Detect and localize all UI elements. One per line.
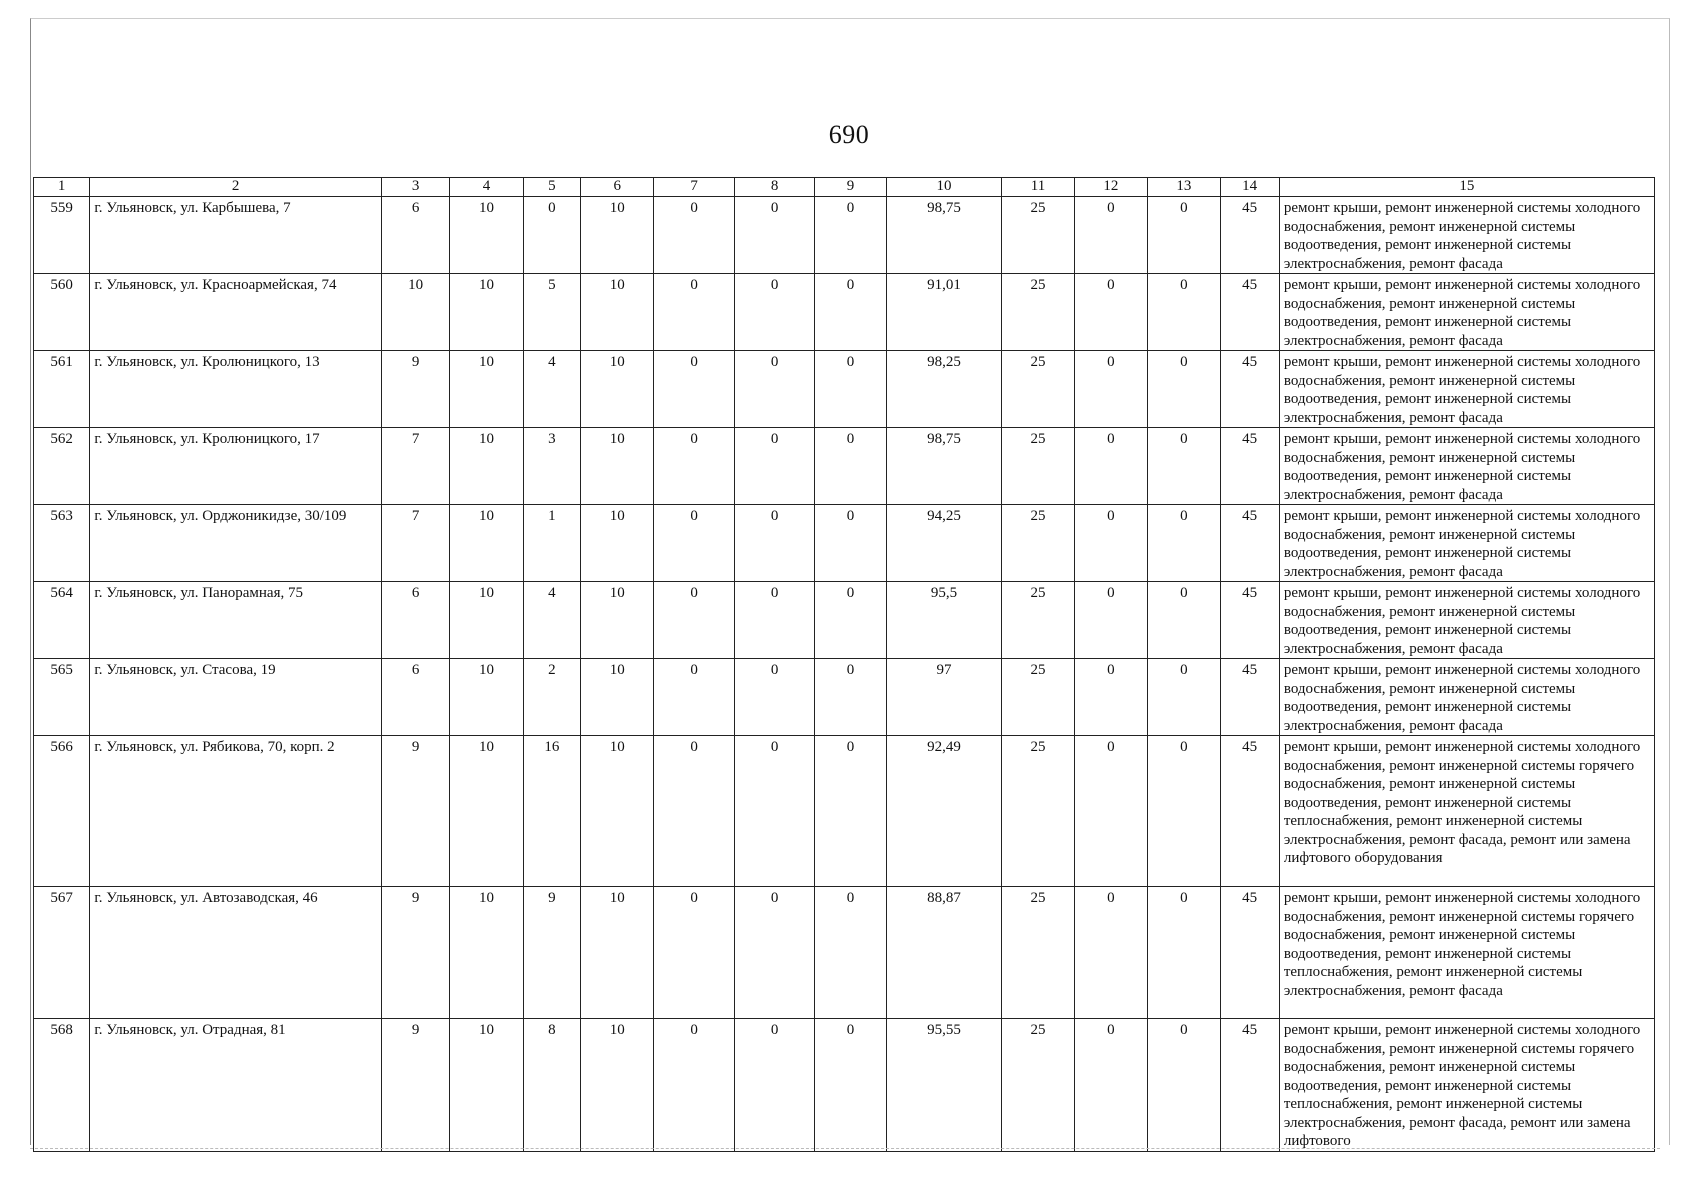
value-cell: 10 — [581, 659, 654, 736]
value-cell: 45 — [1220, 1019, 1279, 1152]
row-number: 563 — [34, 505, 90, 582]
value-cell: 0 — [734, 428, 814, 505]
value-cell: 94,25 — [886, 505, 1002, 582]
value-cell: 0 — [523, 197, 580, 274]
works-cell: ремонт крыши, ремонт инженерной системы холодного водоснабжения, ремонт инженерной системы водоотведения, ремонт инженерной системы электроснабжения, ремонт фасада — [1279, 659, 1654, 736]
value-cell: 0 — [1074, 197, 1147, 274]
value-cell: 0 — [1148, 505, 1220, 582]
column-header: 15 — [1279, 178, 1654, 197]
value-cell: 97 — [886, 659, 1002, 736]
address-cell: г. Ульяновск, ул. Кролюницкого, 13 — [90, 351, 382, 428]
value-cell: 0 — [1074, 428, 1147, 505]
value-cell: 0 — [815, 887, 886, 1019]
value-cell: 0 — [734, 887, 814, 1019]
works-cell: ремонт крыши, ремонт инженерной системы холодного водоснабжения, ремонт инженерной системы водоотведения, ремонт инженерной системы электроснабжения, ремонт фасада — [1279, 197, 1654, 274]
table-row — [34, 659, 1655, 736]
column-number-row — [34, 178, 1655, 197]
value-cell: 10 — [450, 582, 523, 659]
value-cell: 45 — [1220, 428, 1279, 505]
works-cell: ремонт крыши, ремонт инженерной системы холодного водоснабжения, ремонт инженерной системы водоотведения, ремонт инженерной системы электроснабжения, ремонт фасада — [1279, 274, 1654, 351]
address-cell: г. Ульяновск, ул. Отрадная, 81 — [90, 1019, 382, 1152]
value-cell: 9 — [381, 887, 449, 1019]
column-header: 12 — [1074, 178, 1147, 197]
value-cell: 45 — [1220, 351, 1279, 428]
table-row — [34, 197, 1655, 274]
value-cell: 0 — [1074, 659, 1147, 736]
value-cell: 0 — [1148, 428, 1220, 505]
value-cell: 10 — [581, 505, 654, 582]
value-cell: 10 — [581, 428, 654, 505]
value-cell: 9 — [381, 736, 449, 887]
works-cell: ремонт крыши, ремонт инженерной системы холодного водоснабжения, ремонт инженерной системы водоотведения, ремонт инженерной системы электроснабжения, ремонт фасада — [1279, 428, 1654, 505]
value-cell: 0 — [815, 582, 886, 659]
value-cell: 10 — [450, 887, 523, 1019]
value-cell: 45 — [1220, 659, 1279, 736]
value-cell: 25 — [1002, 351, 1074, 428]
value-cell: 0 — [654, 197, 734, 274]
value-cell: 45 — [1220, 736, 1279, 887]
works-cell: ремонт крыши, ремонт инженерной системы холодного водоснабжения, ремонт инженерной системы горячего водоснабжения, ремонт инженерной системы водоотведения, ремонт инженерной системы теплоснабжения, ремонт инженерной системы электроснабжения, ремонт фасада, ремонт или замена лифтового — [1279, 1019, 1654, 1152]
value-cell: 10 — [581, 736, 654, 887]
value-cell: 10 — [450, 659, 523, 736]
table-row — [34, 505, 1655, 582]
value-cell: 0 — [815, 505, 886, 582]
row-number: 568 — [34, 1019, 90, 1152]
works-cell: ремонт крыши, ремонт инженерной системы холодного водоснабжения, ремонт инженерной системы горячего водоснабжения, ремонт инженерной системы водоотведения, ремонт инженерной системы теплоснабжения, ремонт инженерной системы электроснабжения, ремонт фасада — [1279, 887, 1654, 1019]
works-cell: ремонт крыши, ремонт инженерной системы холодного водоснабжения, ремонт инженерной системы водоотведения, ремонт инженерной системы электроснабжения, ремонт фасада — [1279, 582, 1654, 659]
value-cell: 7 — [381, 505, 449, 582]
value-cell: 0 — [654, 428, 734, 505]
page-number: 690 — [828, 120, 870, 149]
row-number: 560 — [34, 274, 90, 351]
value-cell: 4 — [523, 582, 580, 659]
value-cell: 45 — [1220, 582, 1279, 659]
value-cell: 10 — [450, 736, 523, 887]
value-cell: 0 — [734, 351, 814, 428]
value-cell: 0 — [654, 1019, 734, 1152]
table-row — [34, 1019, 1655, 1152]
value-cell: 1 — [523, 505, 580, 582]
works-cell: ремонт крыши, ремонт инженерной системы холодного водоснабжения, ремонт инженерной системы горячего водоснабжения, ремонт инженерной системы водоотведения, ремонт инженерной системы теплоснабжения, ремонт инженерной системы электроснабжения, ремонт фасада, ремонт или замена лифтового оборудования — [1279, 736, 1654, 887]
value-cell: 9 — [523, 887, 580, 1019]
value-cell: 91,01 — [886, 274, 1002, 351]
value-cell: 10 — [450, 1019, 523, 1152]
value-cell: 2 — [523, 659, 580, 736]
value-cell: 0 — [1148, 736, 1220, 887]
address-cell: г. Ульяновск, ул. Рябикова, 70, корп. 2 — [90, 736, 382, 887]
value-cell: 95,55 — [886, 1019, 1002, 1152]
value-cell: 0 — [1148, 197, 1220, 274]
value-cell: 0 — [815, 274, 886, 351]
row-number: 566 — [34, 736, 90, 887]
address-cell: г. Ульяновск, ул. Орджоникидзе, 30/109 — [90, 505, 382, 582]
column-header: 3 — [381, 178, 449, 197]
value-cell: 0 — [654, 736, 734, 887]
value-cell: 16 — [523, 736, 580, 887]
value-cell: 0 — [734, 659, 814, 736]
value-cell: 10 — [450, 197, 523, 274]
value-cell: 10 — [450, 351, 523, 428]
column-header: 8 — [734, 178, 814, 197]
table-row — [34, 274, 1655, 351]
value-cell: 0 — [1074, 1019, 1147, 1152]
value-cell: 4 — [523, 351, 580, 428]
value-cell: 45 — [1220, 197, 1279, 274]
row-number: 561 — [34, 351, 90, 428]
value-cell: 98,75 — [886, 197, 1002, 274]
value-cell: 25 — [1002, 505, 1074, 582]
value-cell: 0 — [1148, 351, 1220, 428]
table-row — [34, 887, 1655, 1019]
column-header: 6 — [581, 178, 654, 197]
value-cell: 0 — [1074, 582, 1147, 659]
value-cell: 6 — [381, 582, 449, 659]
value-cell: 6 — [381, 197, 449, 274]
value-cell: 10 — [450, 274, 523, 351]
row-number: 562 — [34, 428, 90, 505]
value-cell: 10 — [581, 582, 654, 659]
value-cell: 7 — [381, 428, 449, 505]
column-header: 1 — [34, 178, 90, 197]
value-cell: 0 — [654, 505, 734, 582]
value-cell: 0 — [654, 887, 734, 1019]
value-cell: 0 — [1148, 659, 1220, 736]
value-cell: 25 — [1002, 274, 1074, 351]
value-cell: 0 — [734, 197, 814, 274]
value-cell: 8 — [523, 1019, 580, 1152]
column-header: 4 — [450, 178, 523, 197]
value-cell: 10 — [581, 197, 654, 274]
value-cell: 0 — [734, 274, 814, 351]
value-cell: 0 — [815, 428, 886, 505]
table-row — [34, 351, 1655, 428]
value-cell: 0 — [815, 659, 886, 736]
value-cell: 0 — [1148, 582, 1220, 659]
column-header: 11 — [1002, 178, 1074, 197]
value-cell: 25 — [1002, 736, 1074, 887]
column-header: 7 — [654, 178, 734, 197]
value-cell: 25 — [1002, 428, 1074, 505]
value-cell: 0 — [815, 351, 886, 428]
column-header: 10 — [886, 178, 1002, 197]
table-row — [34, 736, 1655, 887]
value-cell: 9 — [381, 1019, 449, 1152]
value-cell: 0 — [654, 582, 734, 659]
scan-edge — [30, 1148, 1660, 1150]
value-cell: 0 — [1074, 887, 1147, 1019]
value-cell: 0 — [734, 505, 814, 582]
address-cell: г. Ульяновск, ул. Карбышева, 7 — [90, 197, 382, 274]
value-cell: 0 — [654, 351, 734, 428]
value-cell: 10 — [581, 351, 654, 428]
value-cell: 0 — [654, 659, 734, 736]
value-cell: 0 — [734, 582, 814, 659]
address-cell: г. Ульяновск, ул. Красноармейская, 74 — [90, 274, 382, 351]
row-number: 559 — [34, 197, 90, 274]
value-cell: 0 — [815, 197, 886, 274]
register-table — [33, 177, 1655, 1152]
value-cell: 0 — [734, 736, 814, 887]
works-cell: ремонт крыши, ремонт инженерной системы холодного водоснабжения, ремонт инженерной системы водоотведения, ремонт инженерной системы электроснабжения, ремонт фасада — [1279, 505, 1654, 582]
row-number: 564 — [34, 582, 90, 659]
value-cell: 98,25 — [886, 351, 1002, 428]
value-cell: 5 — [523, 274, 580, 351]
value-cell: 0 — [1074, 505, 1147, 582]
value-cell: 10 — [581, 274, 654, 351]
value-cell: 0 — [1074, 274, 1147, 351]
value-cell: 10 — [581, 1019, 654, 1152]
column-header: 13 — [1148, 178, 1220, 197]
value-cell: 25 — [1002, 582, 1074, 659]
value-cell: 45 — [1220, 274, 1279, 351]
value-cell: 88,87 — [886, 887, 1002, 1019]
value-cell: 10 — [381, 274, 449, 351]
column-header: 2 — [90, 178, 382, 197]
table-row — [34, 428, 1655, 505]
value-cell: 0 — [1148, 1019, 1220, 1152]
column-header: 14 — [1220, 178, 1279, 197]
row-number: 567 — [34, 887, 90, 1019]
value-cell: 0 — [1148, 887, 1220, 1019]
value-cell: 92,49 — [886, 736, 1002, 887]
value-cell: 45 — [1220, 505, 1279, 582]
value-cell: 25 — [1002, 1019, 1074, 1152]
value-cell: 0 — [815, 736, 886, 887]
value-cell: 10 — [450, 505, 523, 582]
value-cell: 9 — [381, 351, 449, 428]
value-cell: 45 — [1220, 887, 1279, 1019]
value-cell: 0 — [1074, 736, 1147, 887]
table-row — [34, 582, 1655, 659]
value-cell: 6 — [381, 659, 449, 736]
value-cell: 25 — [1002, 197, 1074, 274]
address-cell: г. Ульяновск, ул. Панорамная, 75 — [90, 582, 382, 659]
value-cell: 25 — [1002, 887, 1074, 1019]
address-cell: г. Ульяновск, ул. Автозаводская, 46 — [90, 887, 382, 1019]
value-cell: 0 — [1148, 274, 1220, 351]
value-cell: 0 — [654, 274, 734, 351]
works-cell: ремонт крыши, ремонт инженерной системы холодного водоснабжения, ремонт инженерной системы водоотведения, ремонт инженерной системы электроснабжения, ремонт фасада — [1279, 351, 1654, 428]
value-cell: 25 — [1002, 659, 1074, 736]
value-cell: 3 — [523, 428, 580, 505]
address-cell: г. Ульяновск, ул. Стасова, 19 — [90, 659, 382, 736]
value-cell: 0 — [734, 1019, 814, 1152]
value-cell: 0 — [815, 1019, 886, 1152]
value-cell: 10 — [450, 428, 523, 505]
column-header: 5 — [523, 178, 580, 197]
value-cell: 95,5 — [886, 582, 1002, 659]
value-cell: 0 — [1074, 351, 1147, 428]
column-header: 9 — [815, 178, 886, 197]
address-cell: г. Ульяновск, ул. Кролюницкого, 17 — [90, 428, 382, 505]
value-cell: 10 — [581, 887, 654, 1019]
value-cell: 98,75 — [886, 428, 1002, 505]
row-number: 565 — [34, 659, 90, 736]
